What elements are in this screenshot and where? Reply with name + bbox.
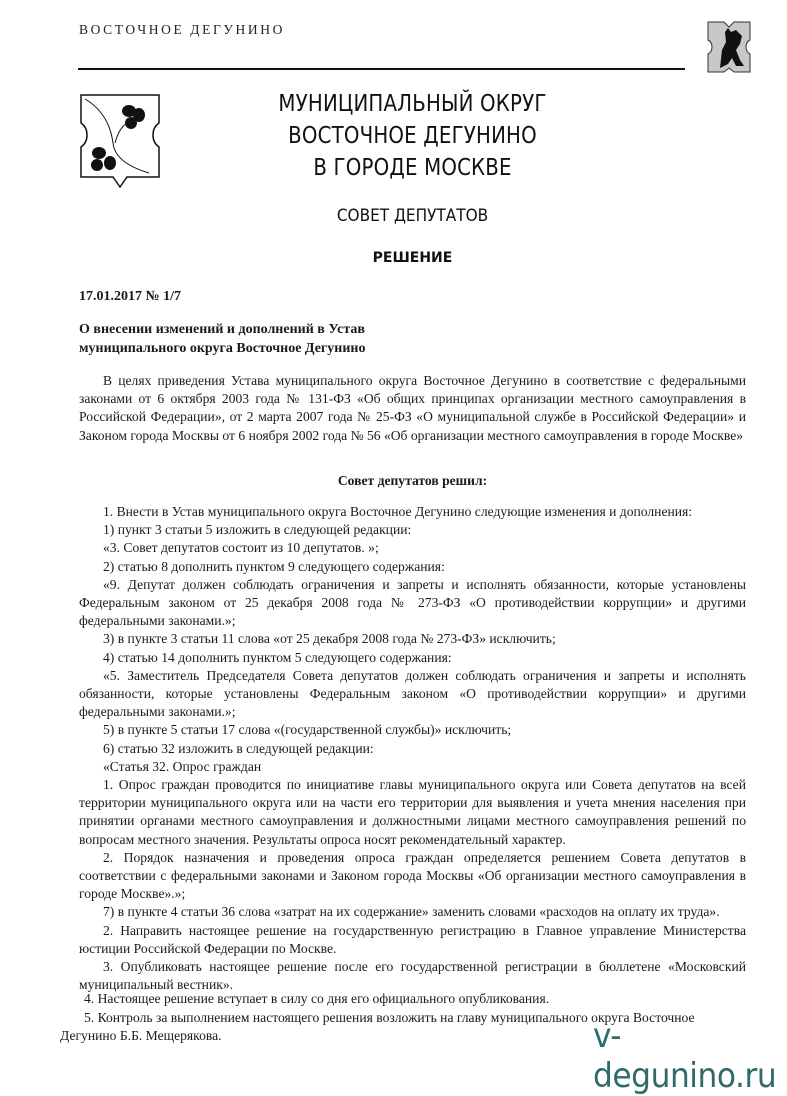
document-number: 17.01.2017 № 1/7 xyxy=(79,289,181,304)
moscow-coat-of-arms-icon xyxy=(706,20,752,74)
paragraph: «3. Совет депутатов состоит из 10 депутатов. »; xyxy=(103,540,379,556)
resolved-heading: Совет депутатов решил: xyxy=(337,473,488,488)
title-line-3: В ГОРОДЕ МОСКВЕ xyxy=(313,155,512,181)
paragraph: «Статья 32. Опрос граждан xyxy=(103,758,262,774)
paragraph: 1. Внести в Устав муниципального округа Восточное Дегунино следующие изменения и дополнения: xyxy=(103,504,693,519)
header-rule xyxy=(78,68,685,70)
paragraph: 3. Опубликовать настоящее решение после его государственной регистрации в бюллетене «Московский муниципальный вестник». xyxy=(79,959,746,993)
paragraph: 6) статью 32 изложить в следующей редакции: xyxy=(103,740,374,756)
paragraph: 4) статью 14 дополнить пунктом 5 следующего содержания: xyxy=(103,649,452,665)
paragraph: 2. Направить настоящее решение на государственную регистрацию в Главное управление Министерства юстиции Российской Федерации по Москве. xyxy=(79,922,746,956)
title-line-1: МУНИЦИПАЛЬНЫЙ ОКРУГ xyxy=(278,91,547,117)
paragraph: «9. Депутат должен соблюдать ограничения и запреты и исполнять обязанности, которые установлены Федеральным законом от 25 декабря 2008 года № 273-ФЗ «О противодействии коррупции» и другими федеральными законами.»; xyxy=(79,576,746,629)
paragraph: 4. Настоящее решение вступает в силу со дня его официального опубликования. xyxy=(84,991,550,1006)
district-title xyxy=(200,88,625,184)
paragraph: 3) в пункте 3 статьи 11 слова «от 25 декабря 2008 года № 273-ФЗ» исключить; xyxy=(103,631,556,647)
resolution-body xyxy=(79,503,746,994)
site-watermark: v-degunino.ru xyxy=(593,1016,777,1096)
paragraph: 2) статью 8 дополнить пунктом 9 следующего содержания: xyxy=(103,558,445,574)
paragraph: 5) в пункте 5 статьи 17 слова «(государственной службы)» исключить; xyxy=(103,722,512,738)
subject-line-2: муниципального округа Восточное Дегунино xyxy=(79,341,366,356)
paragraph: 7) в пункте 4 статьи 36 слова «затрат на их содержание» заменить словами «расходов на оплату их труда». xyxy=(103,904,720,920)
preamble-text: В целях приведения Устава муниципального округа Восточное Дегунино в соответствие с федеральными законами от 6 октября 2003 года № 131-ФЗ «Об общих принципах организации местного самоуправления в Российской Федерации», от 2 марта 2007 года № 25-ФЗ «О муниципальной службе в Российской Федерации» и Законом города Москвы от 6 ноября 2002 года № 56 «Об организации местного самоуправления в городе Москве» xyxy=(79,373,746,443)
subject-line-1: О внесении изменений и дополнений в Устав xyxy=(79,322,365,337)
council-heading: СОВЕТ ДЕПУТАТОВ xyxy=(336,206,489,226)
paragraph: 5. Контроль за выполнением настоящего решения возложить на главу муниципального округа Восточное Дегунино Б.Б. Мещерякова. xyxy=(60,1009,695,1043)
paragraph: «5. Заместитель Председателя Совета депутатов должен соблюдать ограничения и запреты и исполнять обязанности, которые установлены Федеральным законом «О противодействии коррупции» и другими федеральными законами.»; xyxy=(79,667,746,720)
preamble xyxy=(79,372,746,445)
paragraph: 2. Порядок назначения и проведения опроса граждан определяется решением Совета депутатов в соответствии с федеральными законами и Законом города Москвы «Об организации местного самоуправления в городе Москве».»; xyxy=(79,849,746,902)
paragraph: 1. Опрос граждан проводится по инициативе главы муниципального округа или Совета депутатов на всей территории муниципального округа или на части его территории для выявления и учета мнения населения при принятии органами местного самоуправления и должностными лицами местного самоуправления решений по вопросам местного значения. Результаты опроса носят рекомендательный характер. xyxy=(79,777,746,847)
running-title: ВОСТОЧНОЕ ДЕГУНИНО xyxy=(79,22,285,37)
title-line-2: ВОСТОЧНОЕ ДЕГУНИНО xyxy=(288,123,537,149)
paragraph: 1) пункт 3 статьи 5 изложить в следующей редакции: xyxy=(103,522,412,538)
decision-heading: РЕШЕНИЕ xyxy=(372,250,453,266)
document-subject xyxy=(79,320,365,358)
district-coat-of-arms-icon xyxy=(79,93,161,193)
